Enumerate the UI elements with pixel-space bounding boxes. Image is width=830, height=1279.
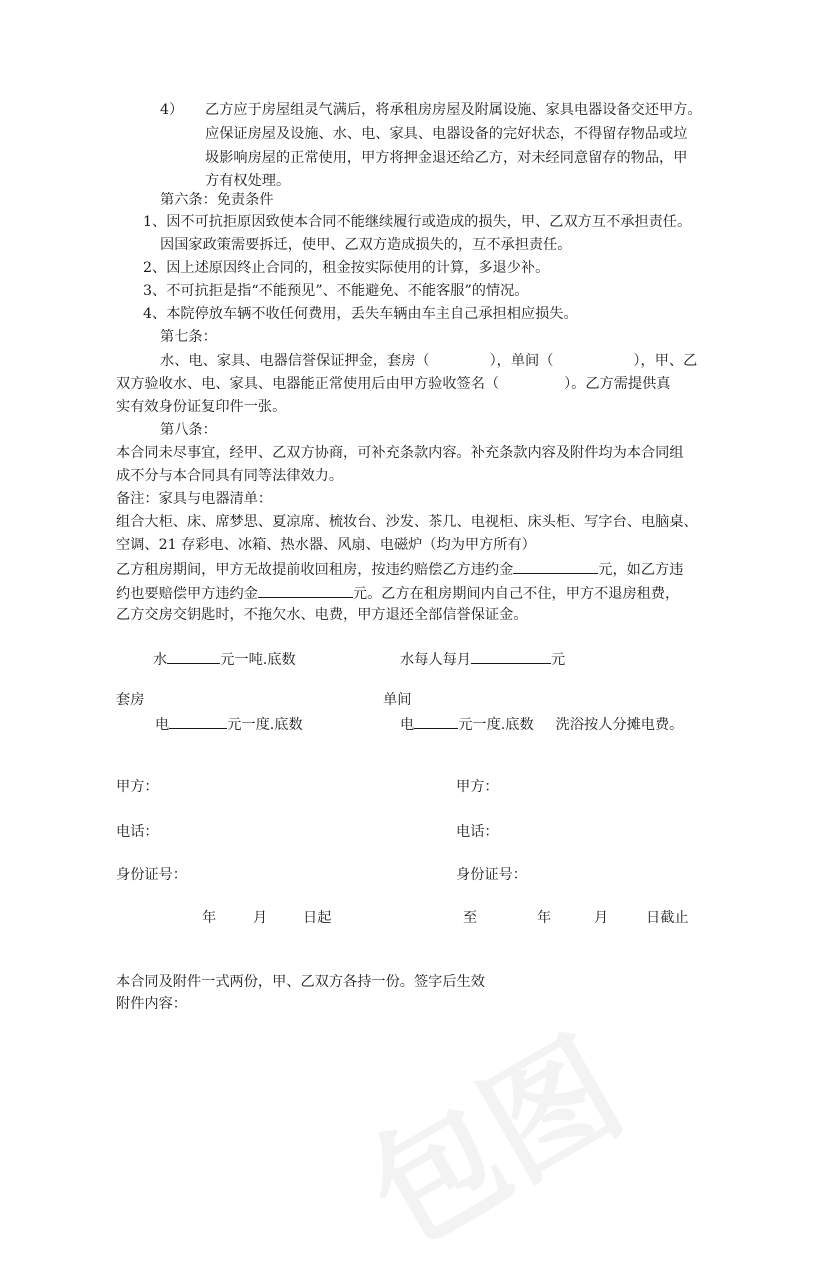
remarks-title: 备注：家具与电器清单： — [116, 491, 273, 507]
suite-electric-blank[interactable] — [169, 713, 227, 729]
penalty-line: 约也要赔偿甲方违约金 元。乙方在租房期间内自己不住，甲方不退房租费， — [116, 582, 679, 604]
suite-label: 套房 — [116, 692, 145, 708]
remarks-line: 组合大柜、床、席梦思、夏凉席、梳妆台、沙发、茶几、电视柜、床头柜、写字台、电脑桌、 — [116, 514, 698, 530]
phone-right: 电话： — [456, 824, 499, 840]
article-6-line: 1、因不可抗拒原因致使本合同不能继续履行或造成的损失，甲、乙双方互不承担责任。 — [143, 214, 692, 230]
article-6-title: 第六条：免责条件 — [160, 192, 274, 208]
id-number-right: 身份证号： — [456, 867, 527, 883]
phone-left: 电话： — [116, 824, 159, 840]
term-year-start: 年 — [202, 910, 217, 926]
term-month-end: 月 — [594, 910, 609, 926]
item-text-line: 圾影响房屋的正常使用，甲方将押金退还给乙方，对未经同意留存的物品，甲 — [205, 150, 688, 166]
attachment-label: 附件内容： — [116, 996, 187, 1012]
article-8-title: 第八条： — [160, 422, 217, 438]
article-6-line: 3、不可抗拒是指“不能预见”、不能避免、不能客服”的情况。 — [143, 283, 529, 299]
item-number: 4） — [160, 102, 184, 118]
party-a-right: 甲方： — [456, 779, 499, 795]
article-7-title: 第七条： — [160, 329, 217, 345]
term-to: 至 — [463, 910, 478, 926]
item-text-line: 乙方应于房屋组灵气满后，将承租房房屋及附属设施、家具电器设备交还甲方。 — [205, 102, 702, 118]
term-day-start: 日起 — [303, 910, 332, 926]
term-month-start: 月 — [253, 910, 268, 926]
water-rate-line: 水 元一吨.底数 — [153, 648, 296, 670]
single-electric-line: 电 元一度.底数 洗浴按人分摊电费。 — [400, 713, 683, 735]
party-a-left: 甲方： — [116, 779, 159, 795]
deposit-line: 双方验收水、电、家具、电器能正常使用后由甲方验收签名（ ）。乙方需提供真 — [116, 376, 671, 392]
copies-note: 本合同及附件一式两份，甲、乙双方各持一份。签字后生效 — [116, 974, 485, 990]
item-text-line: 应保证房屋及设施、水、电、家具、电器设备的完好状态，不得留存物品或垃 — [205, 126, 688, 142]
term-year-end: 年 — [537, 910, 552, 926]
single-electric-blank[interactable] — [414, 713, 458, 729]
article-6-line: 因国家政策需要拆迁，使甲、乙双方造成损失的，互不承担责任。 — [160, 237, 572, 253]
article-8-line: 本合同未尽事宜，经甲、乙双方协商，可补充条款内容。补充条款内容及附件均为本合同组 — [116, 445, 684, 461]
suite-electric-line: 电 元一度.底数 — [155, 713, 303, 735]
watermark: 包图 — [344, 1011, 646, 1274]
penalty-blank[interactable] — [258, 582, 353, 598]
penalty-blank[interactable] — [513, 558, 598, 574]
id-number-left: 身份证号： — [116, 867, 187, 883]
penalty-line: 乙方租房期间，甲方无故提前收回租房，按违约赔偿乙方违约金 元，如乙方违 — [116, 558, 683, 580]
article-8-line: 成不分与本合同具有同等法律效力。 — [116, 468, 344, 484]
term-day-end: 日截止 — [646, 910, 689, 926]
remarks-line: 空调、21 存彩电、冰箱、热水器、风扇、电磁炉（均为甲方所有） — [116, 537, 536, 553]
water-person-line: 水每人每月 元 — [400, 648, 565, 670]
deposit-line: 水、电、家具、电器信誉保证押金，套房（ ），单间（ ），甲、乙 — [160, 353, 698, 369]
article-6-line: 2、因上述原因终止合同的，租金按实际使用的计算，多退少补。 — [143, 260, 550, 276]
penalty-line: 乙方交房交钥匙时，不拖欠水、电费，甲方退还全部信誉保证金。 — [116, 607, 528, 623]
water-person-blank[interactable] — [471, 648, 551, 664]
article-6-line: 4、本院停放车辆不收任何费用，丢失车辆由车主自己承担相应损失。 — [143, 306, 578, 322]
item-text-line: 方有权处理。 — [205, 173, 291, 189]
water-rate-blank[interactable] — [167, 648, 220, 664]
single-room-label: 单间 — [383, 692, 412, 708]
deposit-line: 实有效身份证复印件一张。 — [116, 399, 287, 415]
